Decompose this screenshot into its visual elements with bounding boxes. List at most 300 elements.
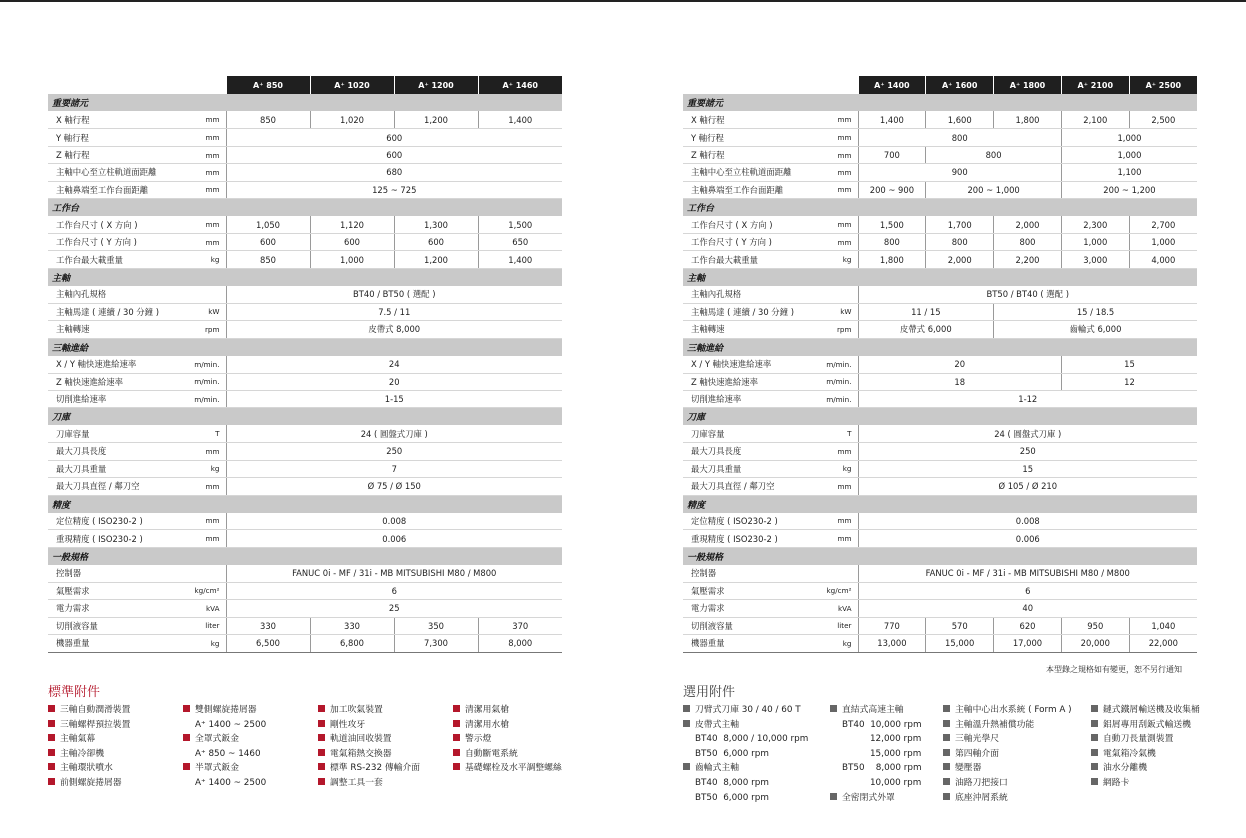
optional-accessories-column-1 <box>683 703 808 805</box>
section-row <box>48 94 562 111</box>
bullet-square-icon <box>48 734 55 741</box>
standard-accessories-column-4 <box>453 703 562 776</box>
spec-unit: mm <box>813 164 858 181</box>
spec-value: 3,000 <box>1061 251 1129 268</box>
spec-value: 皮帶式 6,000 <box>858 321 994 338</box>
accessory-item <box>453 718 562 733</box>
spec-label: X / Y 軸快速進給速率 <box>683 356 813 373</box>
spec-label: 主軸內孔規格 <box>48 286 178 303</box>
spec-unit: mm <box>813 443 858 460</box>
spec-value: 1,000 <box>1061 234 1129 251</box>
spec-value: 0.008 <box>858 513 1197 530</box>
spec-value: 15 / 18.5 <box>994 303 1197 320</box>
spec-unit: mm <box>178 129 226 146</box>
spec-unit: kW <box>178 303 226 320</box>
spec-row <box>683 129 1197 146</box>
spec-value: 1,600 <box>926 111 994 128</box>
spec-value: 330 <box>226 617 310 634</box>
accessory-label: 主軸環狀噴水 <box>60 763 113 774</box>
spec-unit: mm <box>813 181 858 198</box>
accessory-label: 電氣箱冷氣機 <box>1103 748 1156 759</box>
spec-value: 0.006 <box>226 530 562 547</box>
model-header-row <box>683 76 1197 94</box>
spec-value: 950 <box>1061 617 1129 634</box>
spec-value: 600 <box>226 129 562 146</box>
accessory-label: 油水分離機 <box>1103 763 1147 774</box>
accessory-item <box>318 718 420 733</box>
accessory-label: 調整工具一套 <box>330 777 383 788</box>
spec-row <box>683 111 1197 128</box>
spec-row <box>48 530 562 547</box>
spec-value: 8,000 <box>478 635 562 652</box>
accessory-label: 主軸溫升熱補償功能 <box>955 719 1035 730</box>
spec-unit: mm <box>813 216 858 233</box>
model-header: A⁺ 1020 <box>310 76 394 94</box>
bullet-square-icon <box>318 705 325 712</box>
spec-unit: T <box>178 425 226 442</box>
spec-value: 1,400 <box>478 111 562 128</box>
spec-row <box>683 478 1197 495</box>
spec-value: 850 <box>226 251 310 268</box>
spec-unit <box>178 565 226 582</box>
spec-label: X 軸行程 <box>48 111 178 128</box>
accessory-item <box>48 776 130 791</box>
accessory-item <box>683 761 808 776</box>
spec-unit: kg <box>178 635 226 652</box>
bullet-square-icon <box>1091 720 1098 727</box>
accessory-item <box>1091 703 1200 718</box>
spec-unit: m/min. <box>813 373 858 390</box>
spec-unit: mm <box>178 164 226 181</box>
bullet-square-icon <box>943 734 950 741</box>
model-header: A⁺ 1400 <box>858 76 926 94</box>
accessory-label: 網路卡 <box>1103 777 1130 788</box>
model-header: A⁺ 1460 <box>478 76 562 94</box>
accessory-label: 直結式高速主軸 <box>842 705 904 715</box>
accessory-label: 刀臂式刀庫 30 / 40 / 60 T <box>695 705 801 715</box>
bullet-square-icon <box>683 763 690 770</box>
accessory-item <box>830 791 922 806</box>
spec-label: 切削液容量 <box>683 617 813 634</box>
spec-unit: rpm <box>178 321 226 338</box>
bullet-square-icon <box>48 763 55 770</box>
accessory-detail: A⁺ 1400 ~ 2500 <box>195 777 267 788</box>
section-heading: 三軸進給 <box>683 338 1197 355</box>
spec-value: 7,300 <box>394 635 478 652</box>
model-header-row <box>48 76 562 94</box>
bullet-square-icon <box>830 793 837 800</box>
accessory-item <box>48 703 130 718</box>
optional-accessories-title: 選用附件 <box>683 685 736 700</box>
spec-value: 800 <box>858 234 926 251</box>
accessory-detail: BT40 8,000 / 10,000 rpm <box>695 734 809 745</box>
section-row <box>48 495 562 512</box>
spec-value: 250 <box>226 443 562 460</box>
accessory-detail: A⁺ 850 ~ 1460 <box>195 748 261 759</box>
accessory-label: 全密閉式外罩 <box>842 792 895 803</box>
bullet-square-icon <box>943 705 950 712</box>
spec-value: BT40 / BT50 ( 選配 ) <box>226 286 562 303</box>
bullet-square-icon <box>318 734 325 741</box>
accessory-label: 油路刀把接口 <box>955 777 1008 788</box>
spec-unit: kVA <box>178 600 226 617</box>
spec-unit: mm <box>178 146 226 163</box>
accessory-item <box>48 718 130 733</box>
accessory-item <box>318 761 420 776</box>
spec-value: 1-15 <box>226 390 562 407</box>
spec-row <box>683 600 1197 617</box>
spec-row <box>683 425 1197 442</box>
top-rule <box>0 0 1246 2</box>
spec-label: Y 軸行程 <box>683 129 813 146</box>
spec-unit: kg <box>813 251 858 268</box>
spec-value: 850 <box>226 111 310 128</box>
bullet-square-icon <box>943 749 950 756</box>
spec-value: 24 <box>226 356 562 373</box>
bullet-square-icon <box>453 705 460 712</box>
spec-unit: liter <box>178 617 226 634</box>
spec-value: 皮帶式 8,000 <box>226 321 562 338</box>
spec-value: 20,000 <box>1061 635 1129 652</box>
spec-unit: kW <box>813 303 858 320</box>
spec-label: 切削進給速率 <box>48 390 178 407</box>
bullet-square-icon <box>1091 705 1098 712</box>
spec-label: Y 軸行程 <box>48 129 178 146</box>
spec-label: 定位精度 ( ISO230-2 ) <box>48 513 178 530</box>
spec-value: 7.5 / 11 <box>226 303 562 320</box>
accessory-label: 變壓器 <box>955 763 982 774</box>
accessory-label: 鋁屑專用刮鈑式輸送機 <box>1103 719 1191 730</box>
spec-value: 900 <box>858 164 1061 181</box>
spec-value: 200 ~ 1,000 <box>926 181 1062 198</box>
accessory-item <box>318 732 420 747</box>
section-heading: 一般規格 <box>48 547 562 564</box>
bullet-square-icon <box>943 763 950 770</box>
spec-label: X 軸行程 <box>683 111 813 128</box>
model-header: A⁺ 1800 <box>994 76 1062 94</box>
section-heading: 重要諸元 <box>683 94 1197 111</box>
bullet-square-icon <box>943 720 950 727</box>
bullet-square-icon <box>183 705 190 712</box>
spec-value: 12 <box>1061 373 1197 390</box>
spec-value: 1,800 <box>858 251 926 268</box>
spec-value: 20 <box>858 356 1061 373</box>
spec-label: 刀庫容量 <box>683 425 813 442</box>
accessory-label: 主軸氣幕 <box>60 734 96 745</box>
bullet-square-icon <box>318 763 325 770</box>
section-row <box>48 338 562 355</box>
accessory-item <box>453 703 562 718</box>
spec-label: 電力需求 <box>48 600 178 617</box>
spec-value: 200 ~ 1,200 <box>1061 181 1197 198</box>
spec-value: FANUC 0i - MF / 31i - MB MITSUBISHI M80 / M800 <box>226 565 562 582</box>
spec-unit: kg/cm² <box>813 582 858 599</box>
bullet-square-icon <box>943 793 950 800</box>
spec-value: 350 <box>394 617 478 634</box>
spec-row <box>48 390 562 407</box>
spec-row <box>683 216 1197 233</box>
spec-value: 15,000 <box>926 635 994 652</box>
section-heading: 精度 <box>48 495 562 512</box>
section-row <box>683 495 1197 512</box>
spec-row <box>48 617 562 634</box>
spec-value: 200 ~ 900 <box>858 181 926 198</box>
spec-label: 主軸中心至立柱軌道面距離 <box>683 164 813 181</box>
accessory-item <box>183 761 266 776</box>
spec-value: Ø 105 / Ø 210 <box>858 478 1197 495</box>
spec-value: 1,120 <box>310 216 394 233</box>
spec-label: 最大刀具直徑 / 鄰刀空 <box>48 478 178 495</box>
spec-unit: mm <box>178 443 226 460</box>
spec-value: 17,000 <box>994 635 1062 652</box>
spec-value: 1,200 <box>394 111 478 128</box>
spec-value: 650 <box>478 234 562 251</box>
spec-label: Z 軸行程 <box>48 146 178 163</box>
accessory-item <box>48 761 130 776</box>
spec-value: 1,000 <box>310 251 394 268</box>
spec-unit <box>178 286 226 303</box>
spec-value: FANUC 0i - MF / 31i - MB MITSUBISHI M80 / M800 <box>858 565 1197 582</box>
spec-unit: mm <box>178 513 226 530</box>
accessory-detail: BT50 8,000 rpm <box>842 763 922 774</box>
spec-change-note: 本型錄之規格如有變更，恕不另行通知 <box>1046 665 1182 674</box>
spec-label: 最大刀具重量 <box>48 460 178 477</box>
spec-value: 2,300 <box>1061 216 1129 233</box>
bullet-square-icon <box>318 778 325 785</box>
spec-row <box>683 146 1197 163</box>
spec-row <box>683 181 1197 198</box>
accessory-label: 半罩式鈑金 <box>195 763 239 774</box>
spec-label: 主軸馬達 ( 連續 / 30 分鐘 ) <box>683 303 813 320</box>
spec-value: 2,700 <box>1129 216 1197 233</box>
standard-accessories-title: 標準附件 <box>48 685 101 700</box>
spec-value: 330 <box>310 617 394 634</box>
spec-label: 電力需求 <box>683 600 813 617</box>
spec-value: 25 <box>226 600 562 617</box>
accessory-label: 自動斷電系統 <box>465 748 518 759</box>
spec-unit: T <box>813 425 858 442</box>
section-row <box>48 547 562 564</box>
accessory-item <box>453 732 562 747</box>
spec-table-right <box>683 76 1197 653</box>
spec-unit: mm <box>178 216 226 233</box>
spec-row <box>683 251 1197 268</box>
section-heading: 工作台 <box>683 199 1197 216</box>
spec-value: 370 <box>478 617 562 634</box>
accessory-label: 主軸冷卻機 <box>60 748 104 759</box>
spec-unit: mm <box>813 234 858 251</box>
spec-label: 定位精度 ( ISO230-2 ) <box>683 513 813 530</box>
section-heading: 三軸進給 <box>48 338 562 355</box>
spec-value: 4,000 <box>1129 251 1197 268</box>
spec-value: 1,000 <box>1061 146 1197 163</box>
spec-value: 11 / 15 <box>858 303 994 320</box>
accessory-label: 三軸光學尺 <box>955 734 999 745</box>
section-row <box>683 338 1197 355</box>
bullet-square-icon <box>453 734 460 741</box>
section-row <box>48 408 562 425</box>
accessory-label: 三軸螺桿預拉裝置 <box>60 719 131 730</box>
accessory-detail: 15,000 rpm <box>842 748 922 759</box>
accessory-label: 齒輪式主軸 <box>695 763 739 774</box>
spec-label: 最大刀具長度 <box>683 443 813 460</box>
header-blank-cell <box>48 76 226 94</box>
spec-unit: mm <box>178 111 226 128</box>
accessory-item <box>943 791 1072 806</box>
accessory-label: 前側螺旋捲屑器 <box>60 777 122 788</box>
spec-value: 800 <box>926 146 1062 163</box>
accessory-label: 軌道油回收裝置 <box>330 734 392 745</box>
accessory-label: 皮帶式主軸 <box>695 719 739 730</box>
spec-value: 6,800 <box>310 635 394 652</box>
spec-value: 700 <box>858 146 926 163</box>
accessory-item <box>943 703 1072 718</box>
spec-label: 主軸馬達 ( 連續 / 30 分鐘 ) <box>48 303 178 320</box>
model-header: A⁺ 2100 <box>1061 76 1129 94</box>
spec-value: 2,500 <box>1129 111 1197 128</box>
spec-row <box>683 635 1197 652</box>
spec-unit: m/min. <box>178 373 226 390</box>
accessory-detail: BT40 8,000 rpm <box>695 777 769 788</box>
bullet-square-icon <box>48 720 55 727</box>
spec-unit: m/min. <box>813 356 858 373</box>
spec-value: 1,500 <box>858 216 926 233</box>
spec-row <box>48 234 562 251</box>
spec-value: 0.006 <box>858 530 1197 547</box>
accessory-item <box>1091 747 1200 762</box>
accessory-item <box>453 761 562 776</box>
spec-label: Z 軸行程 <box>683 146 813 163</box>
spec-label: 工作台最大載重量 <box>48 251 178 268</box>
spec-label: 切削進給速率 <box>683 390 813 407</box>
spec-unit: m/min. <box>178 390 226 407</box>
spec-label: 機器重量 <box>683 635 813 652</box>
spec-row <box>48 635 562 652</box>
spec-value: 770 <box>858 617 926 634</box>
accessory-item <box>943 732 1072 747</box>
bullet-square-icon <box>830 705 837 712</box>
spec-row <box>683 390 1197 407</box>
spec-value: 1-12 <box>858 390 1197 407</box>
accessory-label: 警示燈 <box>465 734 492 745</box>
spec-label: 刀庫容量 <box>48 425 178 442</box>
spec-label: 主軸轉速 <box>48 321 178 338</box>
spec-value: 2,000 <box>994 216 1062 233</box>
spec-row <box>48 600 562 617</box>
section-heading: 刀庫 <box>683 408 1197 425</box>
accessory-detail: BT40 10,000 rpm <box>842 719 922 730</box>
model-header: A⁺ 2500 <box>1129 76 1197 94</box>
spec-unit: kg/cm² <box>178 582 226 599</box>
spec-row <box>683 234 1197 251</box>
spec-value: 1,400 <box>478 251 562 268</box>
spec-label: 工作台尺寸 ( X 方向 ) <box>48 216 178 233</box>
accessory-item <box>943 747 1072 762</box>
spec-value: 1,800 <box>994 111 1062 128</box>
spec-value: 250 <box>858 443 1197 460</box>
spec-row <box>683 513 1197 530</box>
spec-value: 1,300 <box>394 216 478 233</box>
spec-value: 1,400 <box>858 111 926 128</box>
spec-value: 1,050 <box>226 216 310 233</box>
spec-label: Z 軸快速進給速率 <box>683 373 813 390</box>
standard-accessories-column-2 <box>183 703 266 791</box>
accessory-item <box>48 732 130 747</box>
spec-value: 1,020 <box>310 111 394 128</box>
spec-row <box>48 373 562 390</box>
spec-row <box>683 582 1197 599</box>
spec-row <box>48 321 562 338</box>
spec-label: 工作台最大載重量 <box>683 251 813 268</box>
spec-value: 1,700 <box>926 216 994 233</box>
accessory-item <box>1091 776 1200 791</box>
spec-unit: rpm <box>813 321 858 338</box>
section-row <box>683 268 1197 285</box>
section-row <box>48 199 562 216</box>
bullet-square-icon <box>48 749 55 756</box>
spec-value: 680 <box>226 164 562 181</box>
spec-row <box>48 582 562 599</box>
accessory-label: 加工吹氣裝置 <box>330 705 383 715</box>
accessory-item <box>1091 732 1200 747</box>
accessory-item <box>183 732 266 747</box>
spec-value: 2,200 <box>994 251 1062 268</box>
spec-unit: mm <box>178 478 226 495</box>
bullet-square-icon <box>1091 734 1098 741</box>
spec-label: 主軸鼻端至工作台面距離 <box>683 181 813 198</box>
spec-unit: mm <box>813 478 858 495</box>
spec-value: 15 <box>858 460 1197 477</box>
spec-unit <box>813 286 858 303</box>
spec-value: 6,500 <box>226 635 310 652</box>
model-header: A⁺ 1600 <box>926 76 994 94</box>
spec-row <box>683 617 1197 634</box>
bullet-square-icon <box>943 778 950 785</box>
spec-row <box>48 164 562 181</box>
section-row <box>48 268 562 285</box>
section-row <box>683 408 1197 425</box>
spec-label: 氣壓需求 <box>48 582 178 599</box>
spec-label: Z 軸快速進給速率 <box>48 373 178 390</box>
spec-label: 最大刀具長度 <box>48 443 178 460</box>
spec-row <box>683 443 1197 460</box>
spec-value: 1,000 <box>1061 129 1197 146</box>
spec-unit: kVA <box>813 600 858 617</box>
spec-value: 1,040 <box>1129 617 1197 634</box>
accessory-label: 雙側螺旋捲屑器 <box>195 705 257 715</box>
bullet-square-icon <box>1091 778 1098 785</box>
accessory-item <box>453 747 562 762</box>
spec-row <box>48 146 562 163</box>
spec-row <box>683 460 1197 477</box>
spec-unit: kg <box>813 460 858 477</box>
accessory-item <box>943 776 1072 791</box>
spec-value: 800 <box>858 129 1061 146</box>
accessory-item <box>183 703 266 718</box>
accessory-label: 基礎螺栓及水平調整螺絲 <box>465 763 562 774</box>
bullet-square-icon <box>683 705 690 712</box>
section-heading: 工作台 <box>48 199 562 216</box>
section-row <box>683 94 1197 111</box>
spec-value: 600 <box>394 234 478 251</box>
accessory-label: 標準 RS-232 傳輸介面 <box>330 763 421 774</box>
spec-value: 1,000 <box>1129 234 1197 251</box>
spec-value: 570 <box>926 617 994 634</box>
spec-row <box>683 164 1197 181</box>
spec-row <box>683 356 1197 373</box>
section-heading: 主軸 <box>48 268 562 285</box>
spec-label: 控制器 <box>48 565 178 582</box>
